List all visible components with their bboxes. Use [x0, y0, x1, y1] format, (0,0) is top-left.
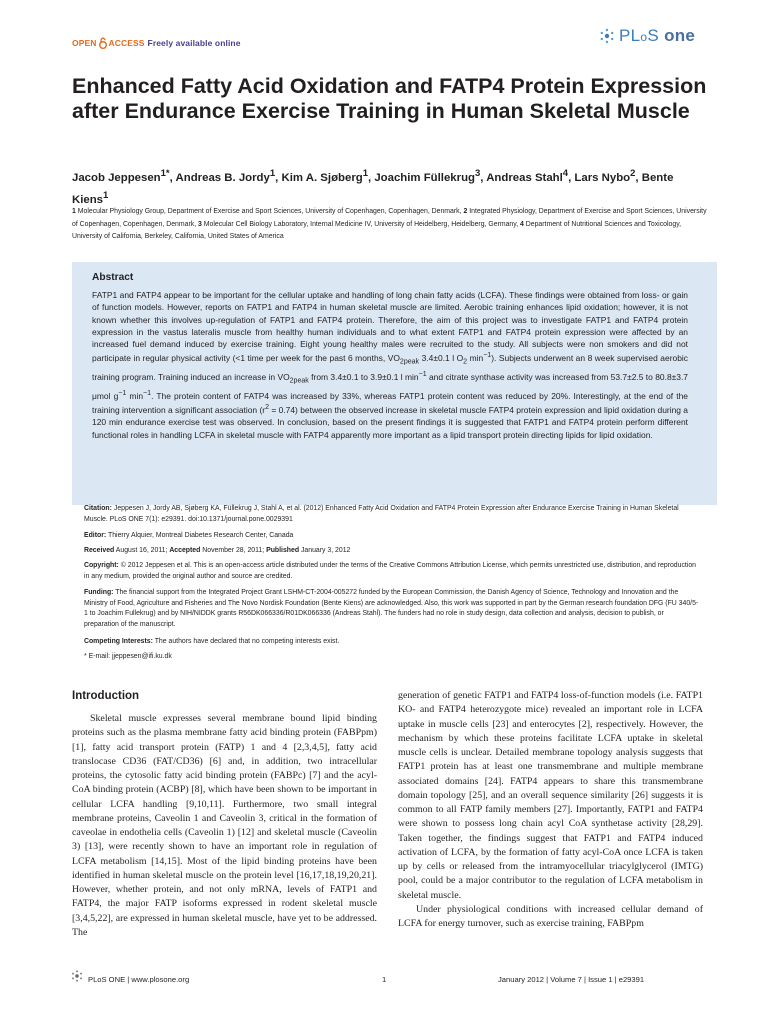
- article-title: Enhanced Fatty Acid Oxidation and FATP4 Protein Expression after Endurance Exercise Training in Human Skeletal Muscle: [72, 74, 707, 123]
- affiliation-number: 2: [463, 208, 468, 215]
- citation: Citation: Jeppesen J, Jordy AB, Sjøberg KA, Füllekrug J, Stahl A, et al. (2012) Enhanced Fatty Acid Oxidation and FATP4 Protein Expression after Endurance Exercise Training in Human Skeletal Muscle. PLoS ONE 7(1): e29391. doi:10.1371/journal.pone.0029391: [84, 505, 679, 523]
- author-name: , Joachim Füllekrug: [368, 171, 475, 184]
- citation-text[interactable]: Jeppesen J, Jordy AB, Sjøberg KA, Füllekrug J, Stahl A, et al. (2012) Enhanced Fatty Acid Oxidation and FATP4 Protein Expression after Endurance Exercise Training in Human Skeletal Muscle. PLoS ONE 7(1): e29391. doi:10.1371/journal.pone.0029391: [84, 505, 679, 523]
- affiliation-text: Department of Nutritional Sciences and Toxicology, University of California, Berkeley, California, United States of America: [72, 220, 682, 240]
- plos-one-logo[interactable]: [598, 26, 695, 46]
- editor: Editor: Thierry Alquier, Montreal Diabetes Research Center, Canada: [84, 532, 294, 539]
- open-access-lock-icon: [98, 37, 108, 49]
- author-affiliation-mark: 3: [475, 168, 481, 179]
- author-affiliation-mark: 1: [269, 168, 276, 179]
- author-name: , Bente Kiens: [72, 171, 674, 206]
- affiliation-text: Molecular Physiology Group, Department of Exercise and Sport Sciences, University of Copenhagen, Copenhagen, Denmark,: [75, 208, 464, 215]
- abstract-text: FATP1 and FATP4 appear to be important for the cellular uptake and handling of long chain fatty acids (LCFA). These findings were obtained from loss- or gain of function models. However, reports on FATP1 and FATP4 in human skeletal muscle are limited. Aerobic training enhances lipid oxidation; however, it is not known whether this involves up-regulation of FATP1 and FATP4 protein. Therefore, the aim of this project was to investigate FATP1 and FATP4 protein expression in the vastus lateralis muscle from healthy human individuals and to what extent FATP1 and FATP4 protein expression were affected by an increased fuel demand induced by exercise training. Eight young healthy males were recruited to the study. All subjects were non smokers and did not participate in regular physical activity (<1 time per week for the past 6 months, $VO_{2peak}$ 3.4±0.1 l $O_2$ $\min^{-1}$). Subjects underwent an 8 week supervised aerobic training program. Training induced an increase in $VO_{2peak}$ from 3.4±0.1 to 3.9±0.1 l $\min^{-1}$ and citrate synthase activity was increased from 53.7±2.5 to 80.8±3.7 μmol $g^{-1}$ $\min^{-1}$. The protein content of FATP4 was increased by 33%, whereas FATP1 protein content was reduced by 20%. Interestingly, at the end of the training intervention a significant association $(r^2 = 0.74)$ between the observed increase in skeletal muscle FATP4 protein expression and lipid oxidation during a 120 min endurance exercise test was observed. In conclusion, based on the present findings it is suggested that FATP1 and FATP4 protein perform different functional roles in handling LCFA in skeletal muscle with FATP4 apparently more important as a lipid transport protein directing lipids for lipid oxidation.: [92, 290, 689, 440]
- affiliation-number: 4: [520, 220, 524, 228]
- copyright: Copyright: © 2012 Jeppesen et al. This is an open-access article distributed under the terms of the Creative Commons Attribution License, which permits unrestricted use, distribution, and reproduction in any medium, provided the original author and source are credited.: [84, 562, 697, 580]
- left-column: [72, 712, 377, 940]
- footer-journal[interactable]: PLoS ONE | www.plosone.org: [88, 975, 190, 984]
- right-column: [398, 689, 703, 931]
- open-label: OPEN: [72, 38, 97, 48]
- affiliations: [72, 206, 712, 244]
- author-affiliation-mark: 1: [362, 168, 369, 179]
- author-affiliation-mark: 4: [562, 168, 569, 179]
- page-number: 1: [382, 975, 387, 984]
- author-name: , Lars Nybo: [568, 171, 631, 184]
- plos-dots-icon: [70, 969, 84, 983]
- author-name: , Andreas Stahl: [480, 171, 563, 184]
- affiliation-number: 1: [72, 208, 76, 215]
- freely-available-label: Freely available online: [147, 38, 241, 48]
- funding: Funding: The financial support from the Integrated Project Grant LSHM-CT-2004-005272 funded by the European Commission, the Danish Agency of Science, Technology and Innovation and the Ministry of Food, Agriculture and Fisheries and The Novo Nordisk Foundation (Bente Kiens) are acknowledged. Also, this work was supported in part by the German research foundation DFG (FU 340/5-1 to Joachim Fullekrug) and by NIH/NIDDK grants R56DK066336/R01DK066336 (Andreas Stahl). The funders had no role in study design, data collection and analysis, decision to publish, or preparation of the manuscript.: [84, 589, 699, 628]
- competing-interests: Competing Interests: The authors have declared that no competing interests exist.: [84, 638, 340, 645]
- author-affiliation-mark: 2: [630, 168, 636, 179]
- author-name: , Andreas B. Jordy: [169, 171, 270, 184]
- dates: Received August 16, 2011; Accepted November 28, 2011; Published January 3, 2012: [84, 547, 351, 554]
- email[interactable]: * E-mail: jjeppesen@ifi.ku.dk: [84, 653, 172, 660]
- footer-issue: January 2012 | Volume 7 | Issue 1 | e29391: [498, 975, 645, 984]
- introduction-heading: Introduction: [72, 690, 140, 702]
- paragraph: generation of genetic FATP1 and FATP4 loss-of-function models (i.e. FATP1 KO- and FATP4 heterozygote mice) revealed an important role in LCFA uptake in muscle cells [23] and enterocytes [2], respectively. However, the mechanism by which these proteins facilitate LCFA uptake in skeletal muscle cells is unclear. Detailed membrane topology analysis suggests that FATP1 protein has at least one transmembrane and multiple membrane associated domains [24]. FATP4 appears to share this transmembrane domain topology [25], and an overall sequence similarity [26] suggests it is common to all FATP family members [27]. Importantly, FATP1 and FATP4 were shown to possess long chain acyl CoA synthetase activity [28,29]. Taken together, the findings suggest that FATP1 and FATP4 induced activation of LCFA, by the formation of fatty acyl-CoA once LCFA is taken up by cells or released from the intramyocellular triacylglycerol (IMTG) pool, could be a major contributor to the regulation of LCFA metabolism in skeletal muscle.: [398, 690, 703, 901]
- paragraph: Under physiological conditions with increased cellular demand of LCFA for energy turnover, such as exercise training, FABPpm: [398, 903, 703, 929]
- paragraph: Skeletal muscle expresses several membrane bound lipid binding proteins such as the plasma membrane fatty acid binding protein (FABPpm) [1], fatty acid transport protein (FATP) 1 and 4 [2,3,4,5], fatty acid translocase CD36 (FAT/CD36) [6] and, in addition, two intracellular proteins, the cytosolic fatty acid binding protein (FABPc) [7] and the acyl-CoA binding protein (ACBP) [8], which have been shown to be important in cellular LCFA handling [9,10,11]. Furthermore, two small integral membrane proteins, Caveolin 1 and Caveolin 3, critical in the formation of caveolae in endothelia cells (Caveolin 1) [12] and skeletal muscle (Caveolin 3) [13], were recently shown to have an important role in regulation of LCFA metabolism [14,15]. Most of the lipid binding proteins have been identified in human skeletal muscle on the protein level [16,17,18,19,20,21]. However, whether protein, and not only mRNA, levels of FATP1 and FATP4, the major FATP isoforms expressed in rodent skeletal muscle [3,4,5,22], are expressed in human skeletal muscle, have yet to be addressed. The: [72, 713, 377, 938]
- plos-dots-icon: [598, 27, 616, 45]
- affiliation-number: 3: [198, 220, 202, 228]
- author-affiliation-mark: 1: [103, 189, 109, 201]
- abstract-box: [72, 262, 717, 505]
- open-access-banner: [72, 37, 241, 49]
- affiliation-text: Integrated Physiology, Department of Exercise and Sport Sciences, University of Copenhagen, Copenhagen, Denmark,: [72, 208, 707, 228]
- author-name: Jacob Jeppesen: [72, 171, 161, 184]
- affiliation-text: Molecular Cell Biology Laboratory, Internal Medicine IV, University of Heidelberg, Heidelberg, Germany,: [201, 220, 521, 228]
- author-affiliation-mark: 1*: [160, 168, 170, 179]
- abstract-heading: Abstract: [92, 272, 134, 283]
- author-list: [72, 165, 712, 209]
- access-label: ACCESS: [108, 38, 145, 48]
- plos-one-wordmark: PLoS one: [619, 26, 696, 45]
- author-name: , Kim A. Sjøberg: [275, 171, 363, 184]
